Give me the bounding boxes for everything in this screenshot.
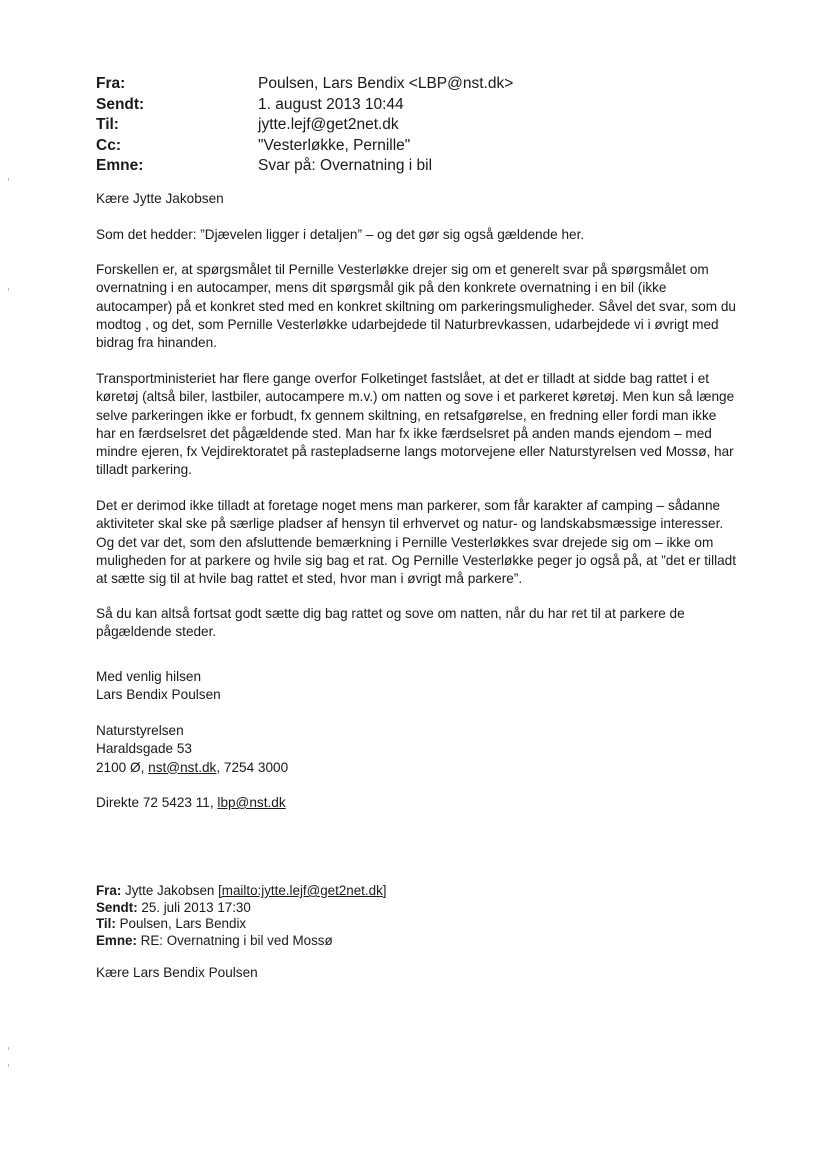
header-sent-row <box>96 95 513 116</box>
fwd-to-row <box>96 916 387 933</box>
cc-label: Cc: <box>96 136 121 154</box>
paragraph-5 <box>96 605 736 642</box>
paragraph-1-text: Som det hedder: ”Djævelen ligger i detaljen” – og det gør sig også gældende her. <box>96 227 585 242</box>
scan-mark <box>8 288 9 291</box>
header-cc-row <box>96 136 513 157</box>
direct-email-link[interactable]: lbp@nst.dk <box>217 795 286 810</box>
forwarded-header <box>96 883 387 949</box>
paragraph-3-text: Transportministeriet har flere gange overfor Folketinget fastslået, at det er tilladt at sidde bag rattet i et køretøj (altså biler, lastbiler, autocampere m.v.) om natten og sove i et parkeret køretøj. Men kun så længe selve parkeringen ikke er forbudt, fx gennem skiltning, en retsafgørelse, en fredning eller fordi man ikke har en færdselsret det pågældende sted. Man har fx ikke færdselsret på anden mands ejendom – med mindre ejeren, fx Vejdirektoratet på rastepladserne langs motorvejene eller Naturstyrelsen ved Mossø, har tilladt parkering. <box>96 371 735 478</box>
paragraph-2 <box>96 261 736 352</box>
to-label: Til: <box>96 116 119 133</box>
scan-mark <box>8 1047 9 1050</box>
fwd-from-label: Fra: <box>96 883 122 898</box>
greeting: Kære Jytte Jakobsen <box>96 191 224 206</box>
paragraph-4-text: Det er derimod ikke tilladt at foretage noget mens man parkerer, som får karakter af camping – sådanne aktiviteter skal ske på særlige pladser af hensyn til erhvervet og natur- og landskabsmæssige interesser. Og det var det, som den afsluttende bemærkning i Pernille Vesterløkkes svar drejede sig om – ikke om muligheden for at parkere og hvile sig bag et rat. Og Pernille Vesterløkke peger jo også på, at ”det er tilladt at sætte sig til at hvile bag rattet et sted, hvor man i øvrigt må parkere”. <box>96 498 737 587</box>
fwd-greeting: Kære Lars Bendix Poulsen <box>96 965 258 980</box>
sent-label: Sendt: <box>96 95 145 113</box>
fwd-subject-row <box>96 933 387 950</box>
paragraph-5-text: Så du kan altså fortsat godt sætte dig bag rattet og sove om natten, når du har ret til at parkere de pågældende steder. <box>96 606 685 640</box>
paragraph-4 <box>96 497 736 588</box>
direct-phone: Direkte 72 5423 11, <box>96 795 218 810</box>
to-value: jytte.lejf@get2net.dk <box>258 116 399 133</box>
fwd-sent-label: Sendt: <box>96 899 138 915</box>
sent-value: 1. august 2013 10:44 <box>258 95 404 113</box>
org-city-line <box>96 759 288 777</box>
org-email-link[interactable]: nst@nst.dk <box>148 759 217 775</box>
email-header <box>96 74 513 177</box>
scan-mark <box>8 1064 9 1067</box>
fwd-from-name: Jytte Jakobsen <box>121 883 219 898</box>
fwd-sent-row <box>96 900 387 917</box>
org-name: Naturstyrelsen <box>96 723 184 738</box>
subject-label: Emne: <box>96 157 144 174</box>
fwd-to-value: Poulsen, Lars Bendix <box>115 916 247 932</box>
fwd-sent-value: 25. juli 2013 17:30 <box>137 899 251 915</box>
cc-value: "Vesterløkke, Pernille" <box>258 136 411 154</box>
fwd-to-label: Til: <box>96 916 116 932</box>
subject-value: Svar på: Overnatning i bil <box>258 157 433 174</box>
paragraph-3 <box>96 370 736 480</box>
from-label: Fra: <box>96 75 126 92</box>
closing-text: Med venlig hilsen <box>96 669 202 684</box>
header-subject-row <box>96 156 513 177</box>
fwd-mailto-link[interactable]: [mailto:jytte.lejf@get2net.dk] <box>218 883 387 898</box>
fwd-subject-value: RE: Overnatning i bil ved Mossø <box>136 932 333 948</box>
signature-direct-line <box>96 794 286 812</box>
scan-mark <box>8 178 9 181</box>
org-city: 2100 Ø, <box>96 759 149 775</box>
signer-name: Lars Bendix Poulsen <box>96 687 221 703</box>
header-to-row <box>96 115 513 136</box>
header-from-row <box>96 74 513 95</box>
fwd-from-row <box>96 883 387 900</box>
org-phone: , 7254 3000 <box>216 759 289 775</box>
fwd-subject-label: Emne: <box>96 932 137 948</box>
signature-closing <box>96 668 221 705</box>
from-value: Poulsen, Lars Bendix <LBP@nst.dk> <box>258 75 514 92</box>
paragraph-1 <box>96 226 736 244</box>
signature-organization <box>96 722 288 777</box>
org-street: Haraldsgade 53 <box>96 741 192 757</box>
paragraph-2-text: Forskellen er, at spørgsmålet til Pernille Vesterløkke drejer sig om et generelt svar på spørgsmålet om overnatning i en autocamper, mens dit spørgsmål gik på den konkrete overnatning i en bil (ikke autocamper) på et konkret sted med en konkret skiltning om parkeringsmuligheder. Såvel det svar, som du modtog , og det, som Pernille Vesterløkke udarbejdede til Naturbrevkassen, udarbejdede vi i øvrigt med bidrag fra hinanden. <box>96 262 736 351</box>
